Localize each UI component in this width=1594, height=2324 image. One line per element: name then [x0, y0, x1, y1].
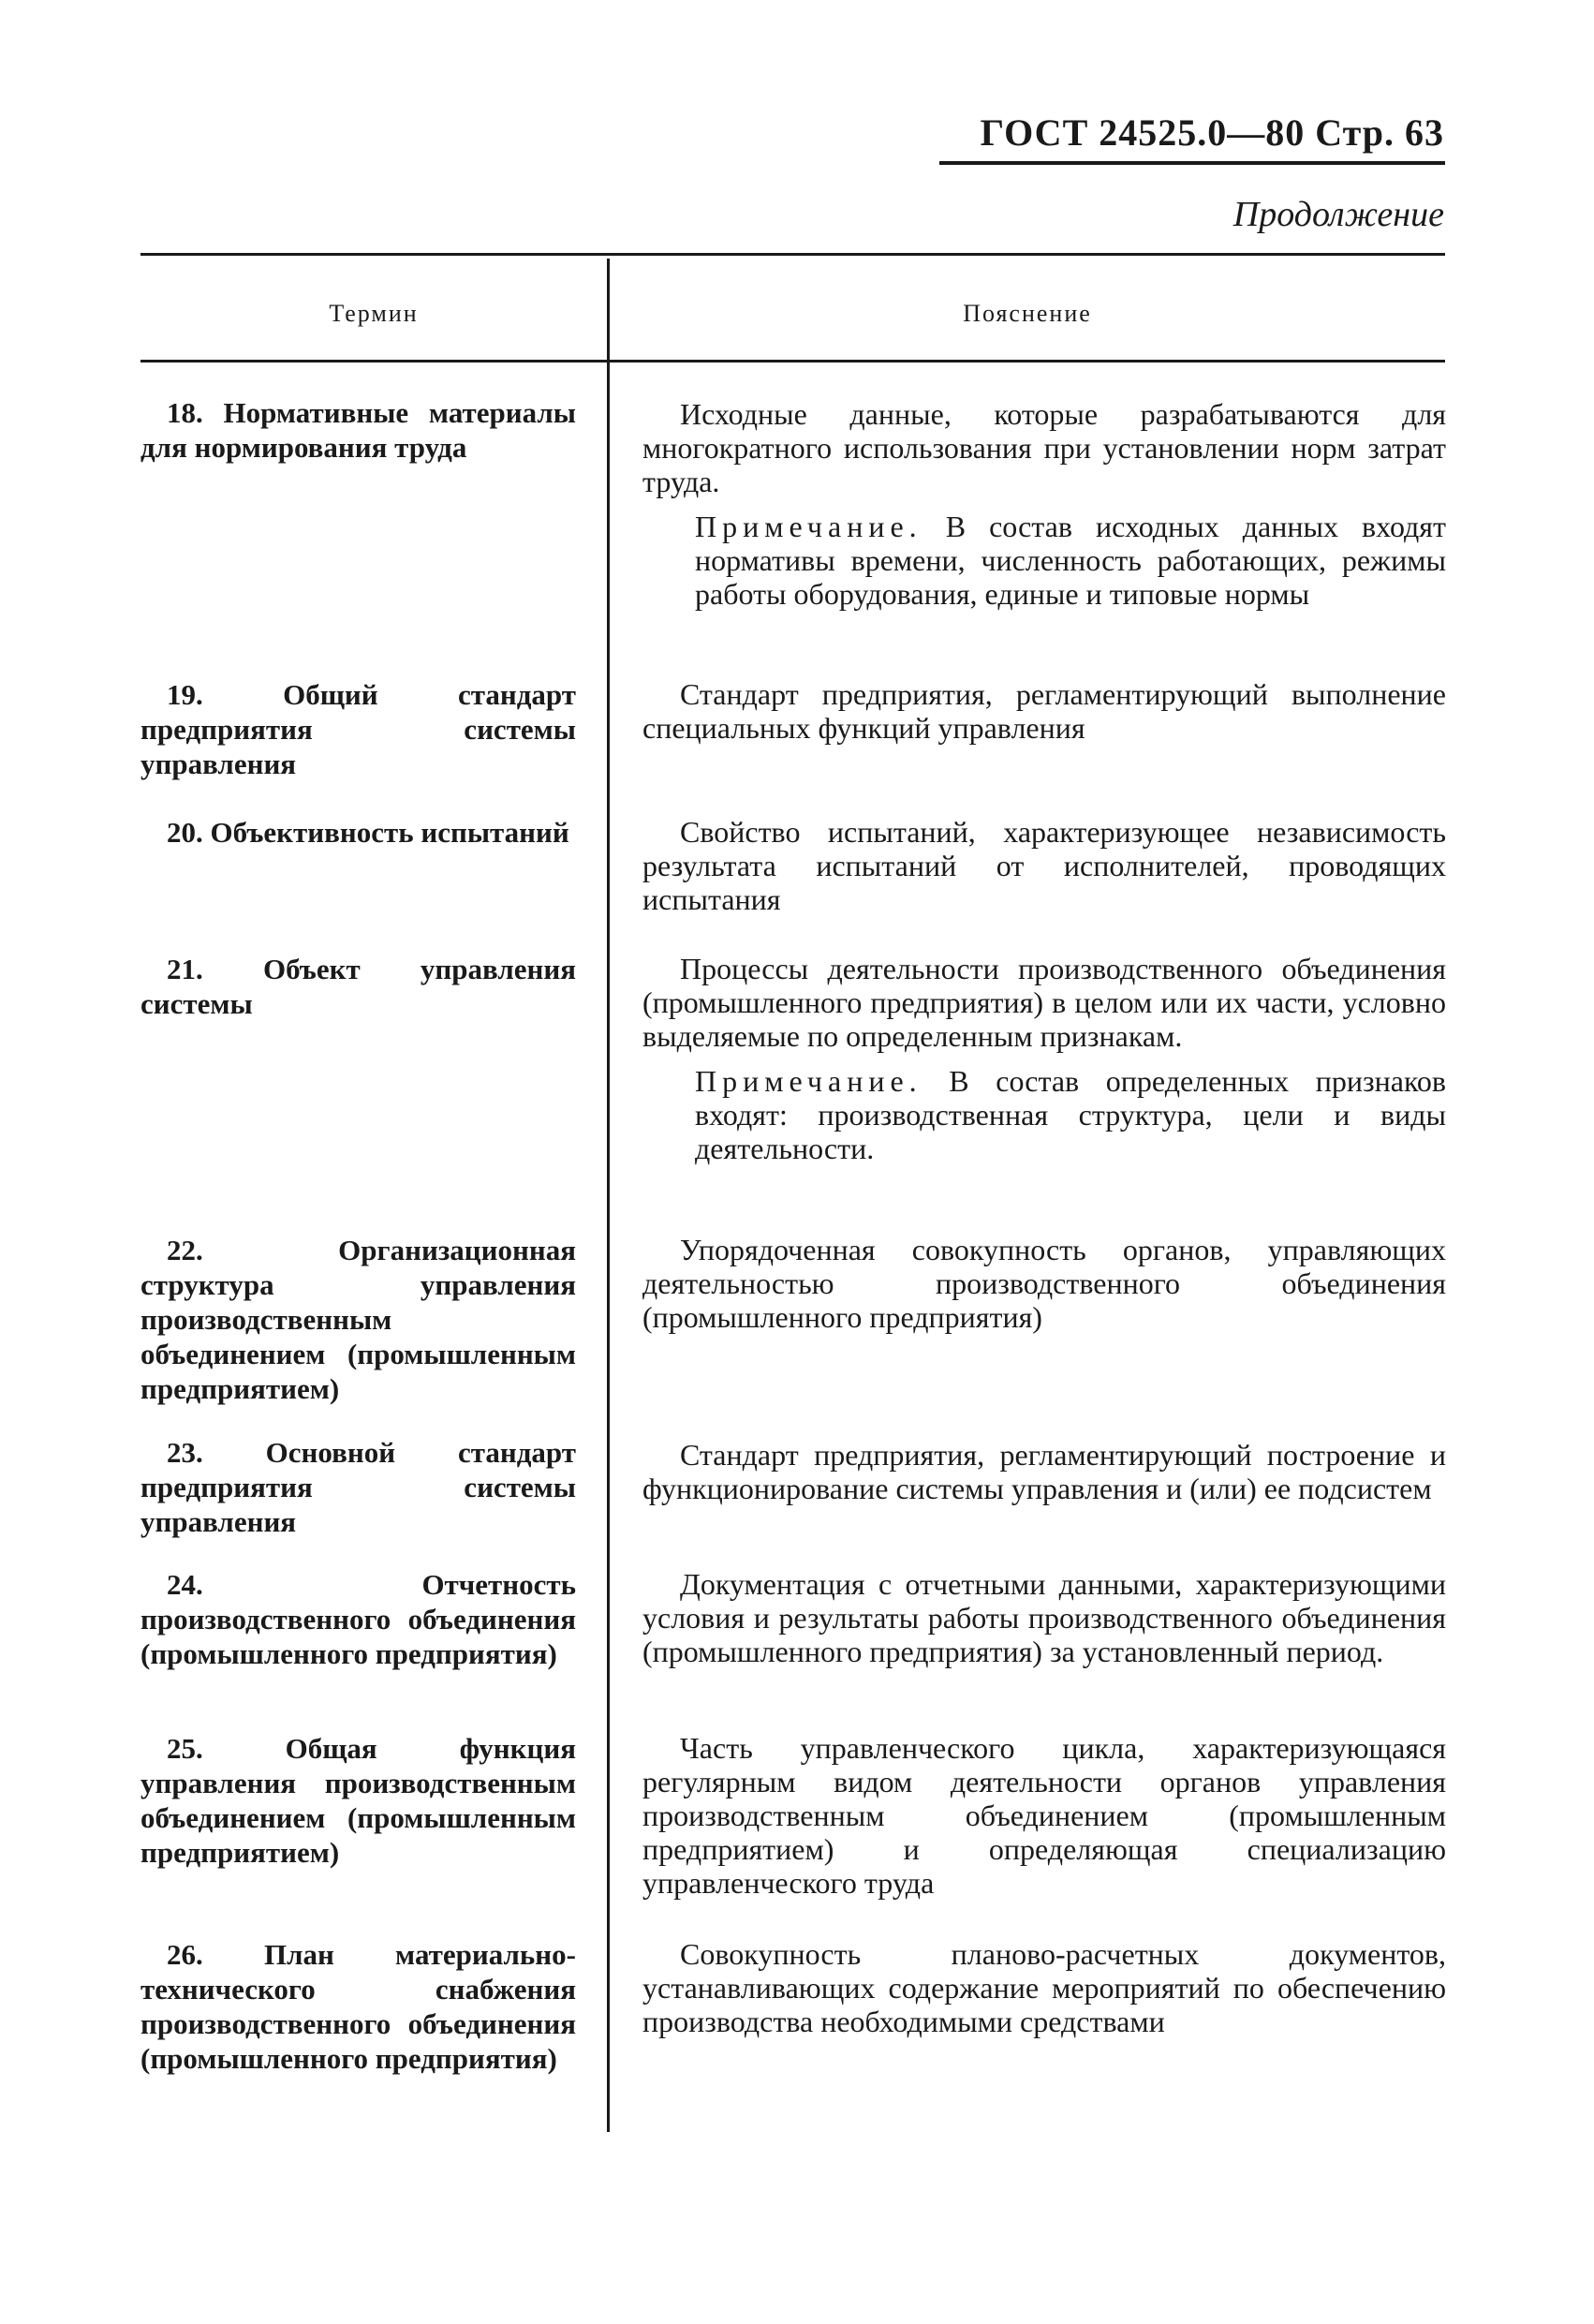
column-header-explanation: Пояснение [963, 300, 1092, 327]
explanation-entry-24 [642, 1567, 1446, 1668]
explanation-text: Исходные данные, которые разрабатываются для многократного использования при установлении норм затрат труда. [642, 397, 1446, 498]
term-entry-22: 22. Организационная структура управления производственным объединением (промышленным предприятием) [140, 1234, 576, 1405]
explanation-text: Упорядоченная совокупность органов, управляющих деятельностью производственного объединения (промышленного предприятия) [642, 1233, 1446, 1334]
term-entry-18: 18. Нормативные материалы для нормирования труда [140, 396, 576, 464]
note-text: В состав определенных признаков входят: производственная структура, цели и виды деятельности. [695, 1064, 1446, 1165]
explanation-note [642, 1064, 1446, 1165]
header-rule [939, 161, 1445, 165]
column-divider [607, 259, 610, 2132]
explanation-entry-23 [642, 1438, 1446, 1505]
term-entry-24: 24. Отчетность производственного объединения (промышленного предприятия) [140, 1568, 576, 1670]
explanation-note [642, 510, 1446, 611]
explanation-text: Свойство испытаний, характеризующее независимость результата испытаний от исполнителей, проводящих испытания [642, 815, 1446, 916]
table-top-rule [140, 253, 1445, 256]
table-header-rule [140, 360, 1445, 363]
explanation-entry-22 [642, 1233, 1446, 1334]
explanation-text: Стандарт предприятия, регламентирующий выполнение специальных функций управления [642, 677, 1446, 745]
note-label: Примечание. [695, 1064, 922, 1098]
continuation-label: Продолжение [1232, 195, 1444, 234]
term-entry-25: 25. Общая функция управления производственным объединением (промышленным предприятием) [140, 1732, 576, 1869]
term-entry-26: 26. План материально-технического снабжения производственного объединения (промышленного предприятия) [140, 1938, 576, 2075]
explanation-entry-20 [642, 815, 1446, 916]
explanation-entry-19 [642, 677, 1446, 745]
explanation-text: Часть управленческого цикла, характеризующаяся регулярным видом деятельности органов управления производственным объединением (промышленным предприятием) и определяющая специализацию управленческого труда [642, 1731, 1446, 1900]
explanation-entry-18 [642, 397, 1446, 611]
term-entry-21: 21. Объект управления системы [140, 953, 576, 1020]
explanation-entry-21 [642, 952, 1446, 1165]
explanation-text: Документация с отчетными данными, характеризующими условия и результаты работы производственного объединения (промышленного предприятия) за установленный период. [642, 1567, 1446, 1668]
note-text: В состав исходных данных входят нормативы времени, численность работающих, режимы работы оборудования, единые и типовые нормы [695, 510, 1447, 611]
column-header-term: Термин [329, 300, 419, 327]
note-label: Примечание. [695, 510, 922, 543]
explanation-text: Процессы деятельности производственного объединения (промышленного предприятия) в целом или их части, условно выделяемые по определенным признакам. [642, 952, 1446, 1053]
explanation-entry-25 [642, 1731, 1446, 1900]
term-entry-19: 19. Общий стандарт предприятия системы управления [140, 678, 576, 780]
explanation-text: Совокупность планово-расчетных документов, устанавливающих содержание мероприятий по обеспечению производства необходимыми средствами [642, 1937, 1446, 2038]
explanation-text: Стандарт предприятия, регламентирующий построение и функционирование системы управления и (или) ее подсистем [642, 1438, 1446, 1505]
term-entry-20: 20. Объективность испытаний [167, 816, 569, 849]
term-entry-23: 23. Основной стандарт предприятия системы управления [140, 1436, 576, 1538]
page-header-code: ГОСТ 24525.0—80 Стр. 63 [980, 111, 1444, 154]
explanation-entry-26 [642, 1937, 1446, 2038]
